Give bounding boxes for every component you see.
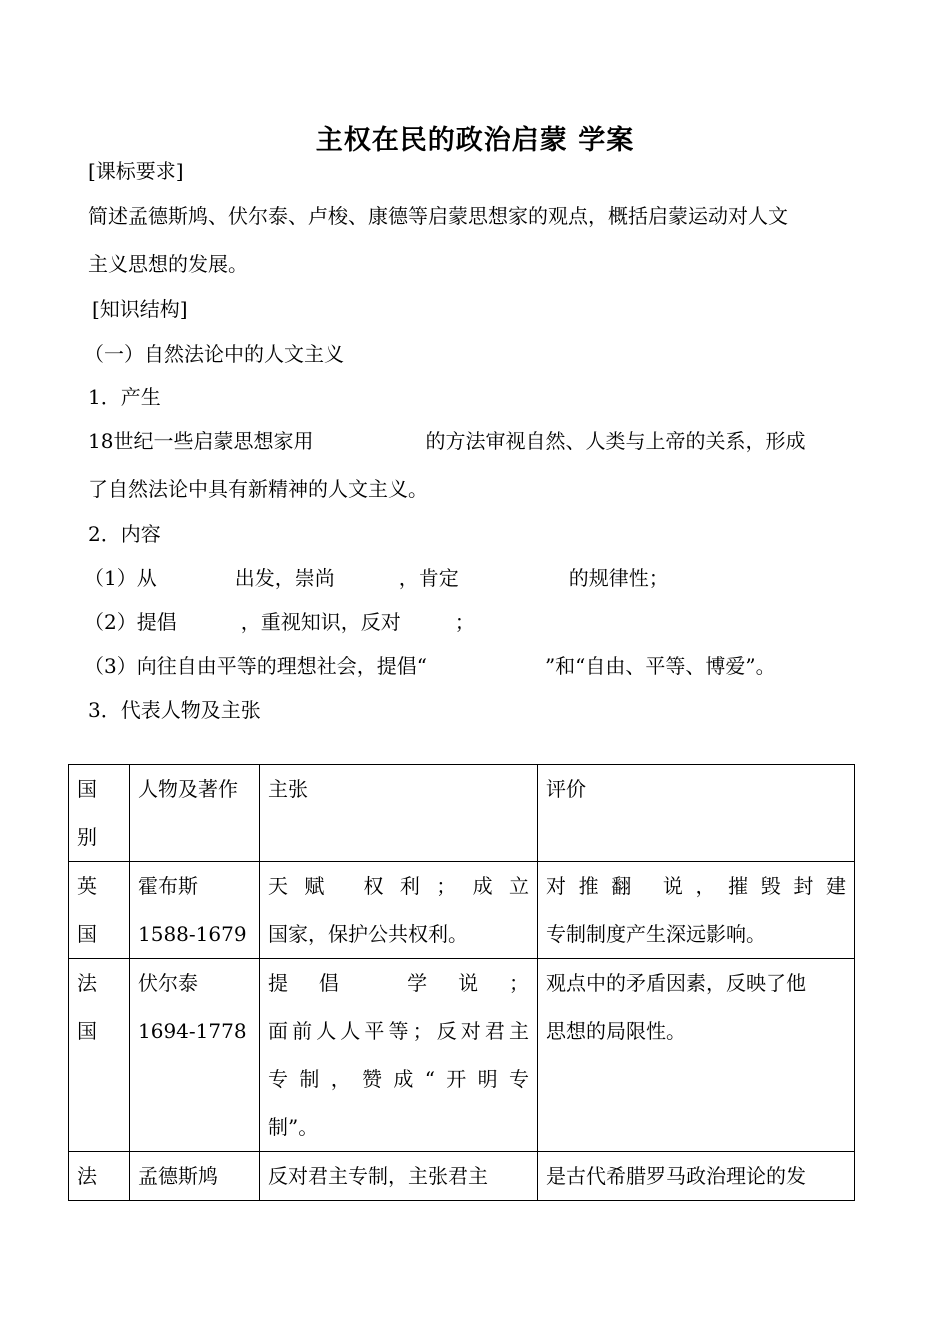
row-claim: 反对君主专制，主张君主 [260, 1152, 538, 1201]
header-country-line-1: 国 [77, 777, 97, 801]
item-2-1-part-b: 出发，崇尚 [234, 566, 335, 590]
knowledge-structure-label: [知识结构] [92, 297, 188, 321]
table-header-row [69, 765, 855, 862]
row-person-name: 伏尔泰 [138, 971, 198, 995]
course-requirements-text-line-2: 主义思想的发展。 [88, 252, 248, 276]
row-claim-line-2: 国家，保护公共权利。 [268, 922, 468, 946]
row-evaluation-line-2: 思想的局限性。 [546, 1019, 686, 1043]
row-person [130, 862, 260, 959]
row-evaluation-line-2: 专制制度产生深远影响。 [546, 922, 766, 946]
row-claim [260, 862, 538, 959]
claim-part-b: 权利；成立 [363, 874, 530, 898]
row-claim-line-2: 面前人人平等；反对君主 [268, 1019, 529, 1043]
row-country-line-1: 英 [77, 874, 97, 898]
header-country [69, 765, 130, 862]
header-person: 人物及著作 [130, 765, 260, 862]
row-evaluation [538, 959, 855, 1152]
item-2-2 [84, 606, 475, 635]
row-claim-line-1 [268, 959, 529, 1007]
claim-part-a: 提倡 [268, 971, 370, 995]
representatives-table [68, 764, 855, 1201]
item-3-heading: 3．代表人物及主张 [88, 698, 261, 722]
eval-part-a: 对推翻 [546, 874, 644, 898]
item-1-text-line-1 [88, 425, 805, 454]
item-2-1-part-d: 的规律性； [568, 566, 669, 590]
row-evaluation [538, 862, 855, 959]
item-2-3 [84, 650, 776, 679]
row-country [69, 959, 130, 1152]
course-requirements-label: [课标要求] [88, 159, 184, 183]
table-row [69, 1152, 855, 1201]
item-2-1-part-a: （1）从 [84, 566, 157, 590]
item-1-text-part-a: 18世纪一些启蒙思想家用 [88, 429, 314, 453]
section-1-heading: （一）自然法论中的人文主义 [84, 342, 344, 366]
eval-part-b: 说，摧毁封建 [662, 874, 847, 898]
item-1-text-line-2: 了自然法论中具有新精神的人文主义。 [88, 477, 428, 501]
header-country-line-2: 别 [77, 825, 97, 849]
row-country-line-1: 法 [77, 971, 97, 995]
row-country [69, 862, 130, 959]
header-claim: 主张 [260, 765, 538, 862]
row-country-line-2: 国 [77, 1019, 97, 1043]
item-2-1-part-c: ，肯定 [398, 566, 459, 590]
row-evaluation-line-1 [546, 862, 846, 910]
row-evaluation-line-1: 观点中的矛盾因素，反映了他 [546, 971, 806, 995]
claim-part-b: 学说； [407, 971, 530, 995]
item-2-3-part-b: ”和“自由、平等、博爱”。 [544, 654, 776, 678]
row-evaluation: 是古代希腊罗马政治理论的发 [538, 1152, 855, 1201]
page-title: 主权在民的政治启蒙 学案 [315, 125, 635, 156]
item-2-3-part-a: （3）向往自由平等的理想社会，提倡“ [84, 654, 427, 678]
row-claim-line-4: 制”。 [268, 1115, 319, 1139]
claim-part-a: 天赋 [268, 874, 341, 898]
item-1-heading: 1．产生 [88, 385, 161, 409]
row-person [130, 959, 260, 1152]
table-row [69, 959, 855, 1152]
row-claim-line-3: 专制，赞成“开明专 [268, 1067, 529, 1091]
row-person-name: 霍布斯 [138, 874, 198, 898]
item-1-text-part-b: 的方法审视自然、人类与上帝的关系，形成 [425, 429, 806, 453]
row-country: 法 [69, 1152, 130, 1201]
item-2-1 [84, 562, 669, 591]
item-2-2-part-a: （2）提倡 [84, 610, 177, 634]
row-country-line-2: 国 [77, 922, 97, 946]
row-claim [260, 959, 538, 1152]
header-evaluation: 评价 [538, 765, 855, 862]
row-person-years: 1694-1778 [138, 1019, 247, 1043]
item-2-2-part-c: ； [454, 610, 475, 634]
table-row [69, 862, 855, 959]
course-requirements-text-line-1: 简述孟德斯鸠、伏尔泰、卢梭、康德等启蒙思想家的观点，概括启蒙运动对人文 [88, 204, 788, 228]
row-person: 孟德斯鸠 [130, 1152, 260, 1201]
row-person-years: 1588-1679 [138, 922, 247, 946]
row-claim-line-1 [268, 862, 529, 910]
item-2-2-part-b: ，重视知识，反对 [240, 610, 401, 634]
item-2-heading: 2．内容 [88, 522, 161, 546]
